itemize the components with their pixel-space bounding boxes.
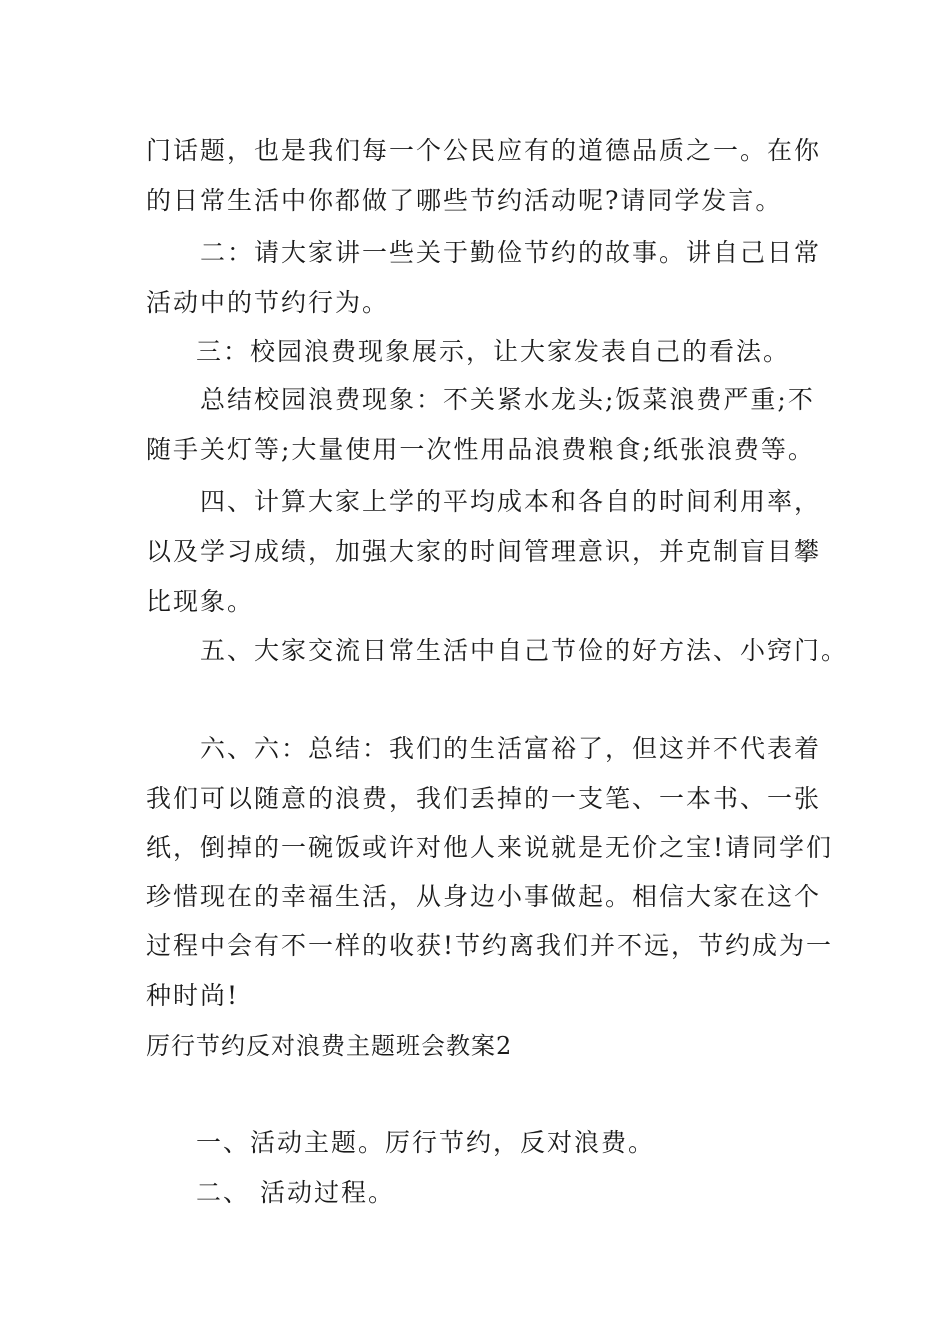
section-heading: 厉行节约反对浪费主题班会教案2 (146, 1032, 513, 1060)
text-line: 二：请大家讲一些关于勤俭节约的故事。讲自己日常 (200, 238, 822, 267)
text-line: 珍惜现在的幸福生活，从身边小事做起。相信大家在这个 (146, 882, 822, 911)
text-line: 门话题，也是我们每一个公民应有的道德品质之一。在你 (146, 136, 822, 165)
text-line: 比现象。 (146, 587, 255, 616)
text-line: 种时尚! (146, 981, 240, 1010)
text-line: 六、六：总结：我们的生活富裕了，但这并不代表着 (200, 734, 822, 763)
text-line: 我们可以随意的浪费，我们丢掉的一支笔、一本书、一张 (146, 784, 822, 813)
text-line: 随手关灯等;大量使用一次性用品浪费粮食;纸张浪费等。 (146, 435, 815, 464)
text-line: 过程中会有不一样的收获!节约离我们并不远，节约成为一 (146, 931, 834, 960)
text-line: 五、大家交流日常生活中自己节俭的好方法、小窍门。 (200, 636, 849, 665)
text-line: 活动中的节约行为。 (146, 288, 390, 317)
text-line: 三：校园浪费现象展示，让大家发表自己的看法。 (196, 337, 791, 366)
text-line: 四、计算大家上学的平均成本和各自的时间利用率， (200, 487, 822, 516)
text-line: 的日常生活中你都做了哪些节约活动呢?请同学发言。 (146, 186, 783, 215)
text-line: 二、 活动过程。 (196, 1178, 395, 1207)
text-line: 纸，倒掉的一碗饭或许对他人来说就是无价之宝!请同学们 (146, 833, 834, 862)
text-line: 一、活动主题。厉行节约，反对浪费。 (196, 1128, 656, 1157)
text-line: 总结校园浪费现象：不关紧水龙头;饭菜浪费严重;不 (200, 385, 815, 414)
text-line: 以及学习成绩，加强大家的时间管理意识，并克制盲目攀 (146, 537, 822, 566)
